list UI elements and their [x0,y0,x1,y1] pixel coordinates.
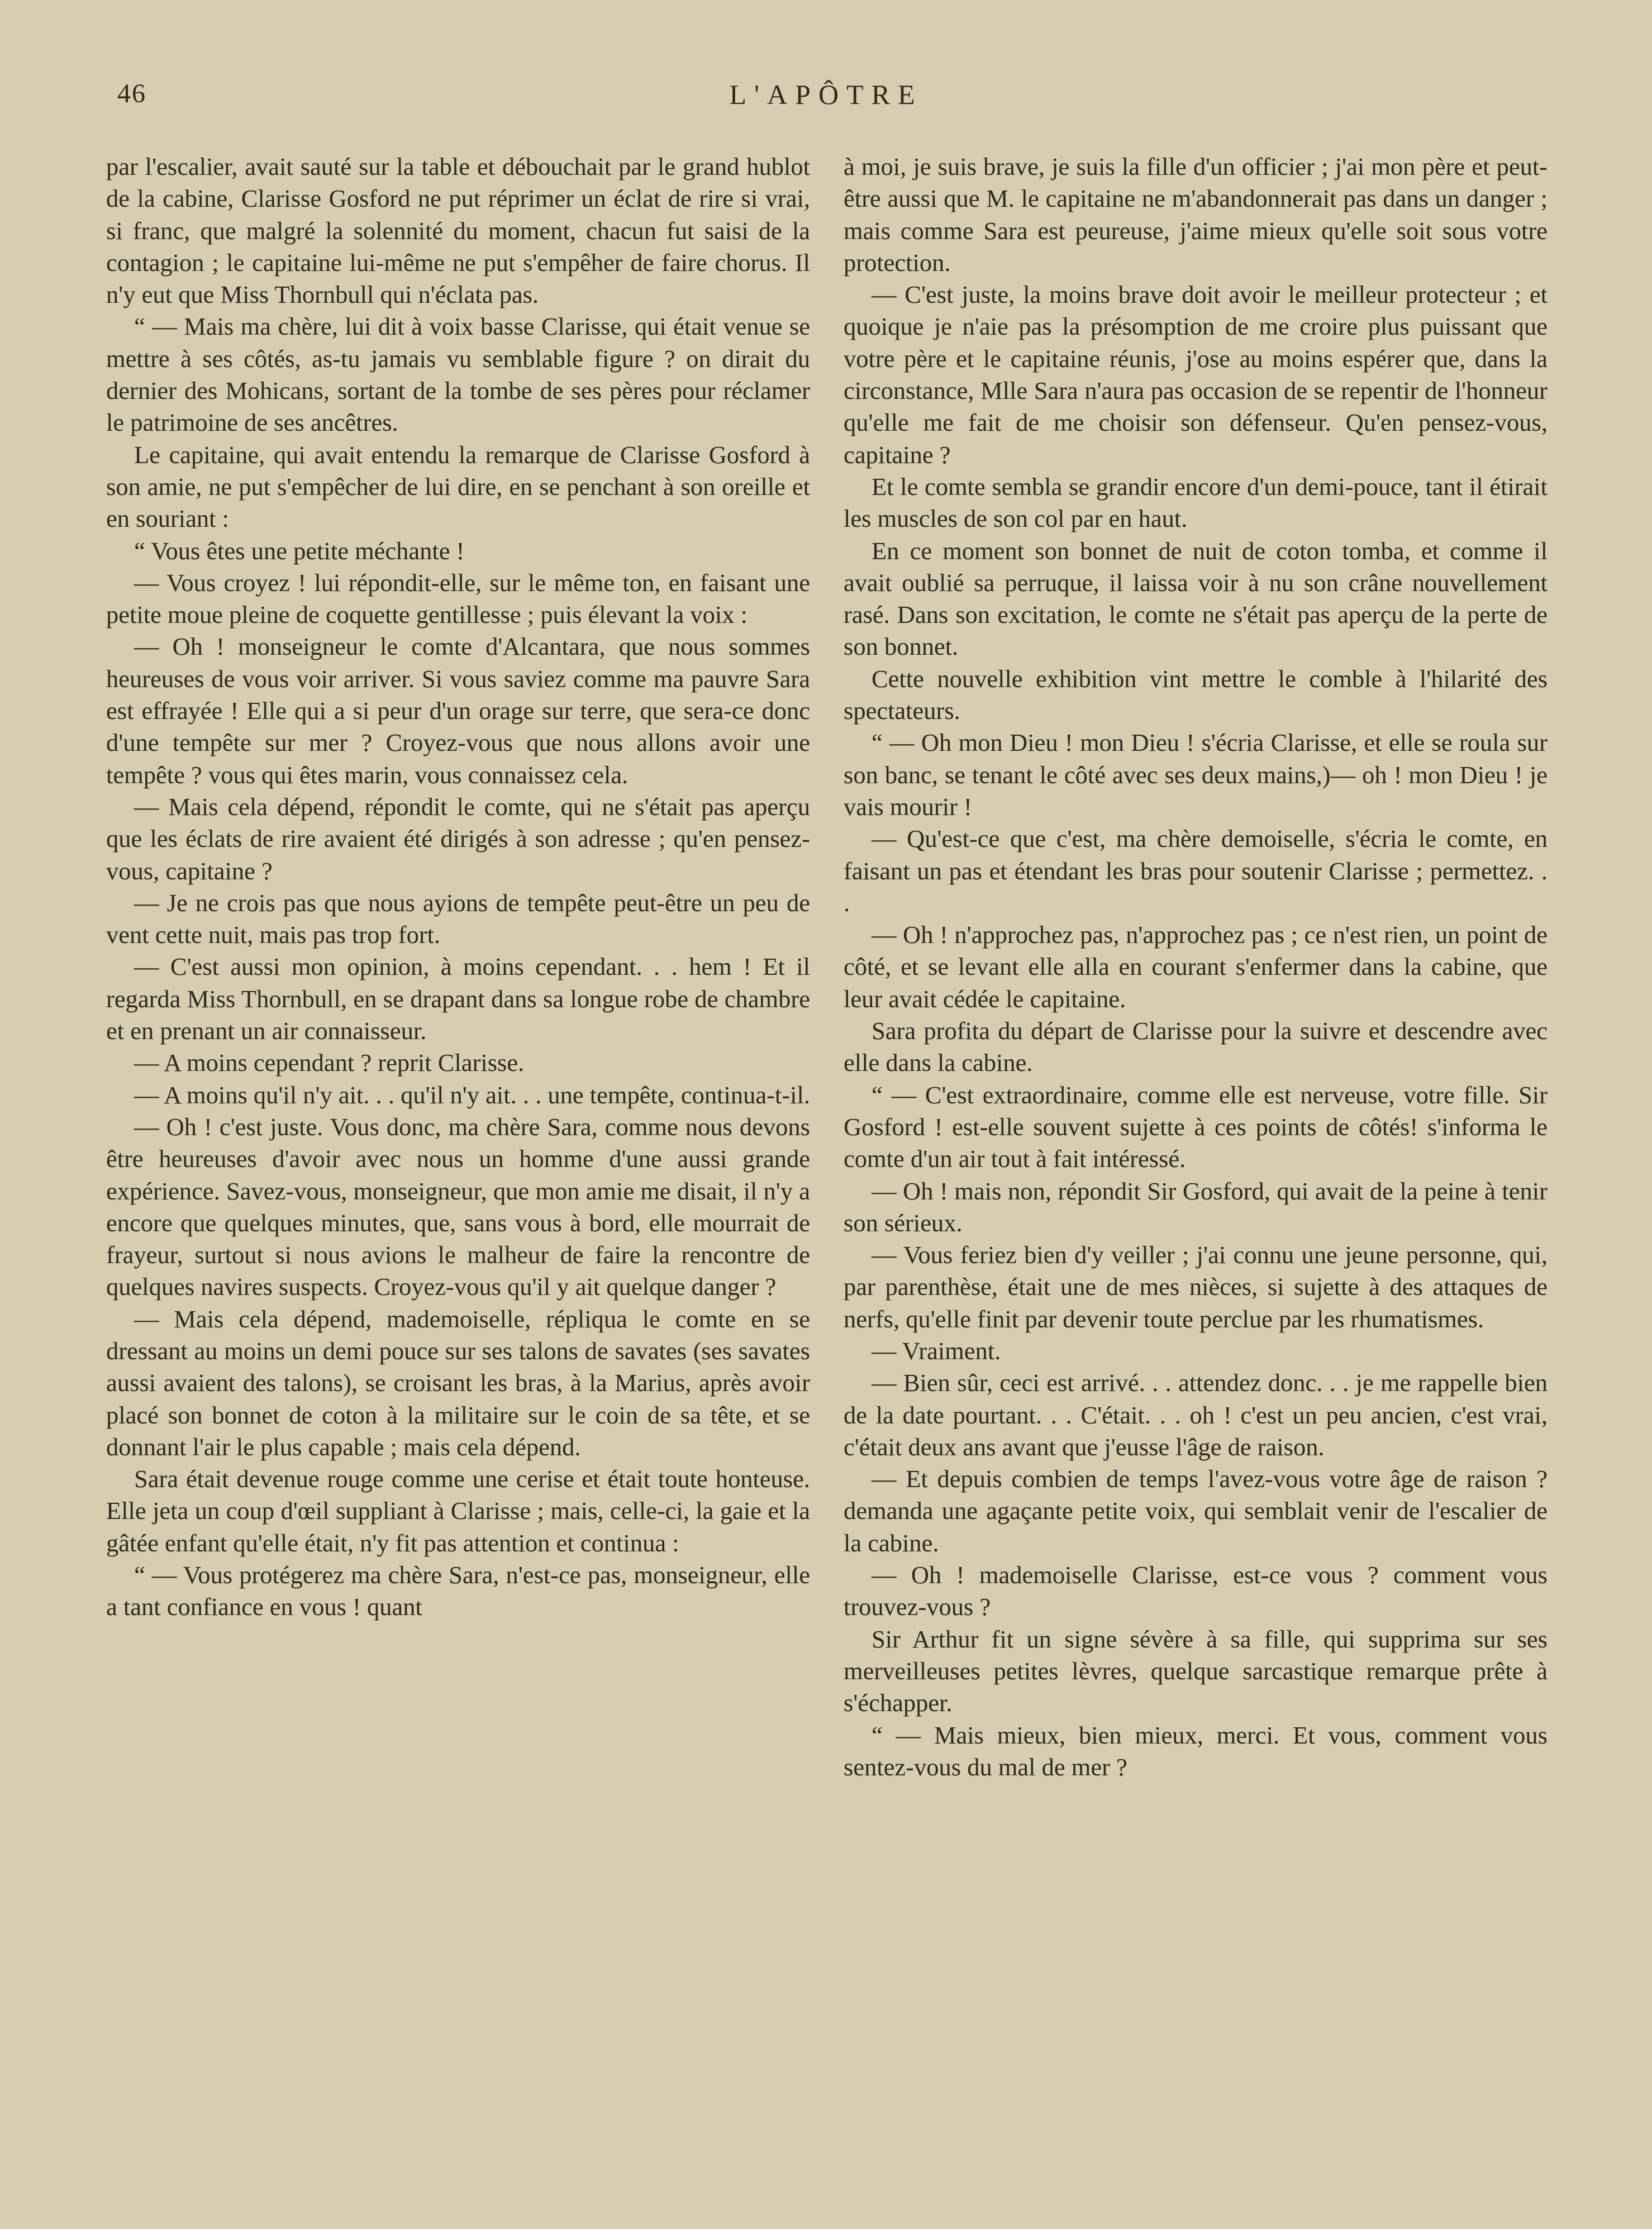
paragraph: — Oh ! mademoiselle Clarisse, est-ce vous ? comment vous trouvez-vous ? [844,1561,1548,1621]
paragraph: En ce moment son bonnet de nuit de coton tomba, et comme il avait oublié sa perruque, il laissa voir à nu son crâne nouvellement rasé. Dans son excitation, le comte ne s'était pas aperçu de la perte de son bonnet. [844,536,1548,661]
paragraph: Sara était devenue rouge comme une cerise et était toute honteuse. Elle jeta un coup d'œil suppliant à Clarisse ; mais, celle-ci, la gaie et la gâtée enfant qu'elle était, n'y fit pas attention et continua : [106,1465,810,1557]
paragraph: Sara profita du départ de Clarisse pour la suivre et descendre avec elle dans la cabine. [844,1017,1548,1077]
paragraph: — Vous croyez ! lui répondit-elle, sur le même ton, en faisant une petite moue pleine de coquette gentillesse ; puis élevant la voix : [106,568,810,629]
paragraph: — Mais cela dépend, répondit le comte, qui ne s'était pas aperçu que les éclats de rire avaient été dirigés à son adresse ; qu'en pensez-vous, capitaine ? [106,792,810,885]
paragraph: — Et depuis combien de temps l'avez-vous votre âge de raison ? demanda une agaçante petite voix, qui semblait venir de l'escalier de la cabine. [844,1465,1548,1557]
paragraph: — Vraiment. [872,1336,1001,1365]
paragraph: — Bien sûr, ceci est arrivé. . . attendez donc. . . je me rappelle bien de la date pourtant. . . C'était. . . oh ! c'est un peu ancien, c'est vrai, c'était deux ans avant que j'eusse l'âge de raison. [844,1369,1548,1461]
paragraph: “ — Vous protégerez ma chère Sara, n'est-ce pas, monseigneur, elle a tant confiance en vous ! quant [106,1561,810,1621]
paragraph: — Mais cela dépend, mademoiselle, répliqua le comte en se dressant au moins un demi pouce sur ses talons de savates (ses savates aussi avaient des talons), se croisant les bras, à la Marius, après avoir placé son bonnet de coton à la militaire sur le coin de sa tête, et se donnant l'air le plus capable ; mais cela dépend. [106,1304,810,1461]
paragraph: — Oh ! c'est juste. Vous donc, ma chère Sara, comme nous devons être heureuses d'avoir avec nous un homme d'une aussi grande expérience. Savez-vous, monseigneur, que mon amie me disait, il n'y a encore que quelques minutes, que, sans vous à bord, elle mourrait de frayeur, surtout si nous avions le malheur de faire la rencontre de quelques navires suspects. Croyez-vous qu'il y ait quelque danger ? [106,1112,810,1301]
paragraph: “ Vous êtes une petite méchante ! [134,536,465,565]
paragraph: “ — C'est extraordinaire, comme elle est nerveuse, votre fille. Sir Gosford ! est-elle souvent sujette à ces points de côtés! s'informa le comte d'un air tout à fait intéressé. [844,1080,1548,1173]
paragraph: à moi, je suis brave, je suis la fille d'un officier ; j'ai mon père et peut-être aussi que M. le capitaine ne m'abandonnerait pas dans un danger ; mais comme Sara est peureuse, j'aime mieux qu'elle soit sous votre protection. [844,153,1548,277]
page-number: 46 [117,79,146,108]
paragraph: — Je ne crois pas que nous ayions de tempête peut-être un peu de vent cette nuit, mais pas trop fort. [106,888,810,949]
paragraph: par l'escalier, avait sauté sur la table et débouchait par le grand hublot de la cabine, Clarisse Gosford ne put réprimer un éclat de rire si vrai, si franc, que malgré la solennité du moment, chacun fut saisi de la contagion ; le capitaine lui-même ne put s'empêher de faire chorus. Il n'y eut que Miss Thornbull qui n'éclata pas. [106,153,810,309]
paragraph: — Oh ! mais non, répondit Sir Gosford, qui avait de la peine à tenir son sérieux. [844,1177,1548,1237]
paragraph: — C'est juste, la moins brave doit avoir le meilleur protecteur ; et quoique je n'aie pas la présomption de me croire plus puissant que votre père et le capitaine réunis, j'ose au moins espérer que, dans la circonstance, Mlle Sara n'aura pas occasion de se repentir de l'honneur qu'elle me fait de me choisir son défenseur. Qu'en pensez-vous, capitaine ? [844,280,1548,469]
paragraph: — Oh ! n'approchez pas, n'approchez pas ; ce n'est rien, un point de côté, et se levant elle alla en courant s'enfermer dans la cabine, que leur avait cédée le capitaine. [844,921,1548,1013]
paragraph: — C'est aussi mon opinion, à moins cependant. . . hem ! Et il regarda Miss Thornbull, en se drapant dans sa longue robe de chambre et en prenant un air connaisseur. [106,952,810,1045]
running-title: L'APÔTRE [729,79,923,110]
paragraph: Cette nouvelle exhibition vint mettre le comble à l'hilarité des spectateurs. [844,664,1548,725]
paragraph: — Qu'est-ce que c'est, ma chère demoiselle, s'écria le comte, en faisant un pas et étendant les bras pour soutenir Clarisse ; permettez. . . [844,825,1548,917]
paragraph: “ — Oh mon Dieu ! mon Dieu ! s'écria Clarisse, et elle se roula sur son banc, se tenant le côté avec ses deux mains,)— oh ! mon Dieu ! je vais mourir ! [844,728,1548,821]
paragraph: — Vous feriez bien d'y veiller ; j'ai connu une jeune personne, qui, par parenthèse, était une de mes nièces, si sujette à des attaques de nerfs, qu'elle finit par devenir toute perclue par les rhumatismes. [844,1241,1548,1333]
left-text-column [106,151,810,1623]
right-text-column [844,151,1548,1783]
paragraph: “ — Mais mieux, bien mieux, merci. Et vous, comment vous sentez-vous du mal de mer ? [844,1721,1548,1781]
page-header [117,78,1535,123]
paragraph: — A moins qu'il n'y ait. . . qu'il n'y ait. . . une tempête, continua-t-il. [134,1080,810,1109]
paragraph: Sir Arthur fit un signe sévère à sa fille, qui supprima sur ses merveilleuses petites lèvres, quelque sarcastique remarque prête à s'échapper. [844,1625,1548,1717]
paragraph: Et le comte sembla se grandir encore d'un demi-pouce, tant il étirait les muscles de son col par en haut. [844,472,1548,533]
paragraph: Le capitaine, qui avait entendu la remarque de Clarisse Gosford à son amie, ne put s'empêcher de lui dire, en se penchant à son oreille et en souriant : [106,440,810,533]
paragraph: — A moins cependant ? reprit Clarisse. [134,1049,525,1077]
paragraph: — Oh ! monseigneur le comte d'Alcantara, que nous sommes heureuses de vous voir arriver. Si vous saviez comme ma pauvre Sara est effrayée ! Elle qui a si peur d'un orage sur terre, que sera-ce donc d'une tempête sur mer ? Croyez-vous que nous allons avoir une tempête ? vous qui êtes marin, vous connaissez cela. [106,632,810,789]
paragraph: “ — Mais ma chère, lui dit à voix basse Clarisse, qui était venue se mettre à ses côtés, as-tu jamais vu semblable figure ? on dirait du dernier des Mohicans, sortant de la tombe de ses pères pour réclamer le patrimoine de ses ancêtres. [106,312,810,437]
